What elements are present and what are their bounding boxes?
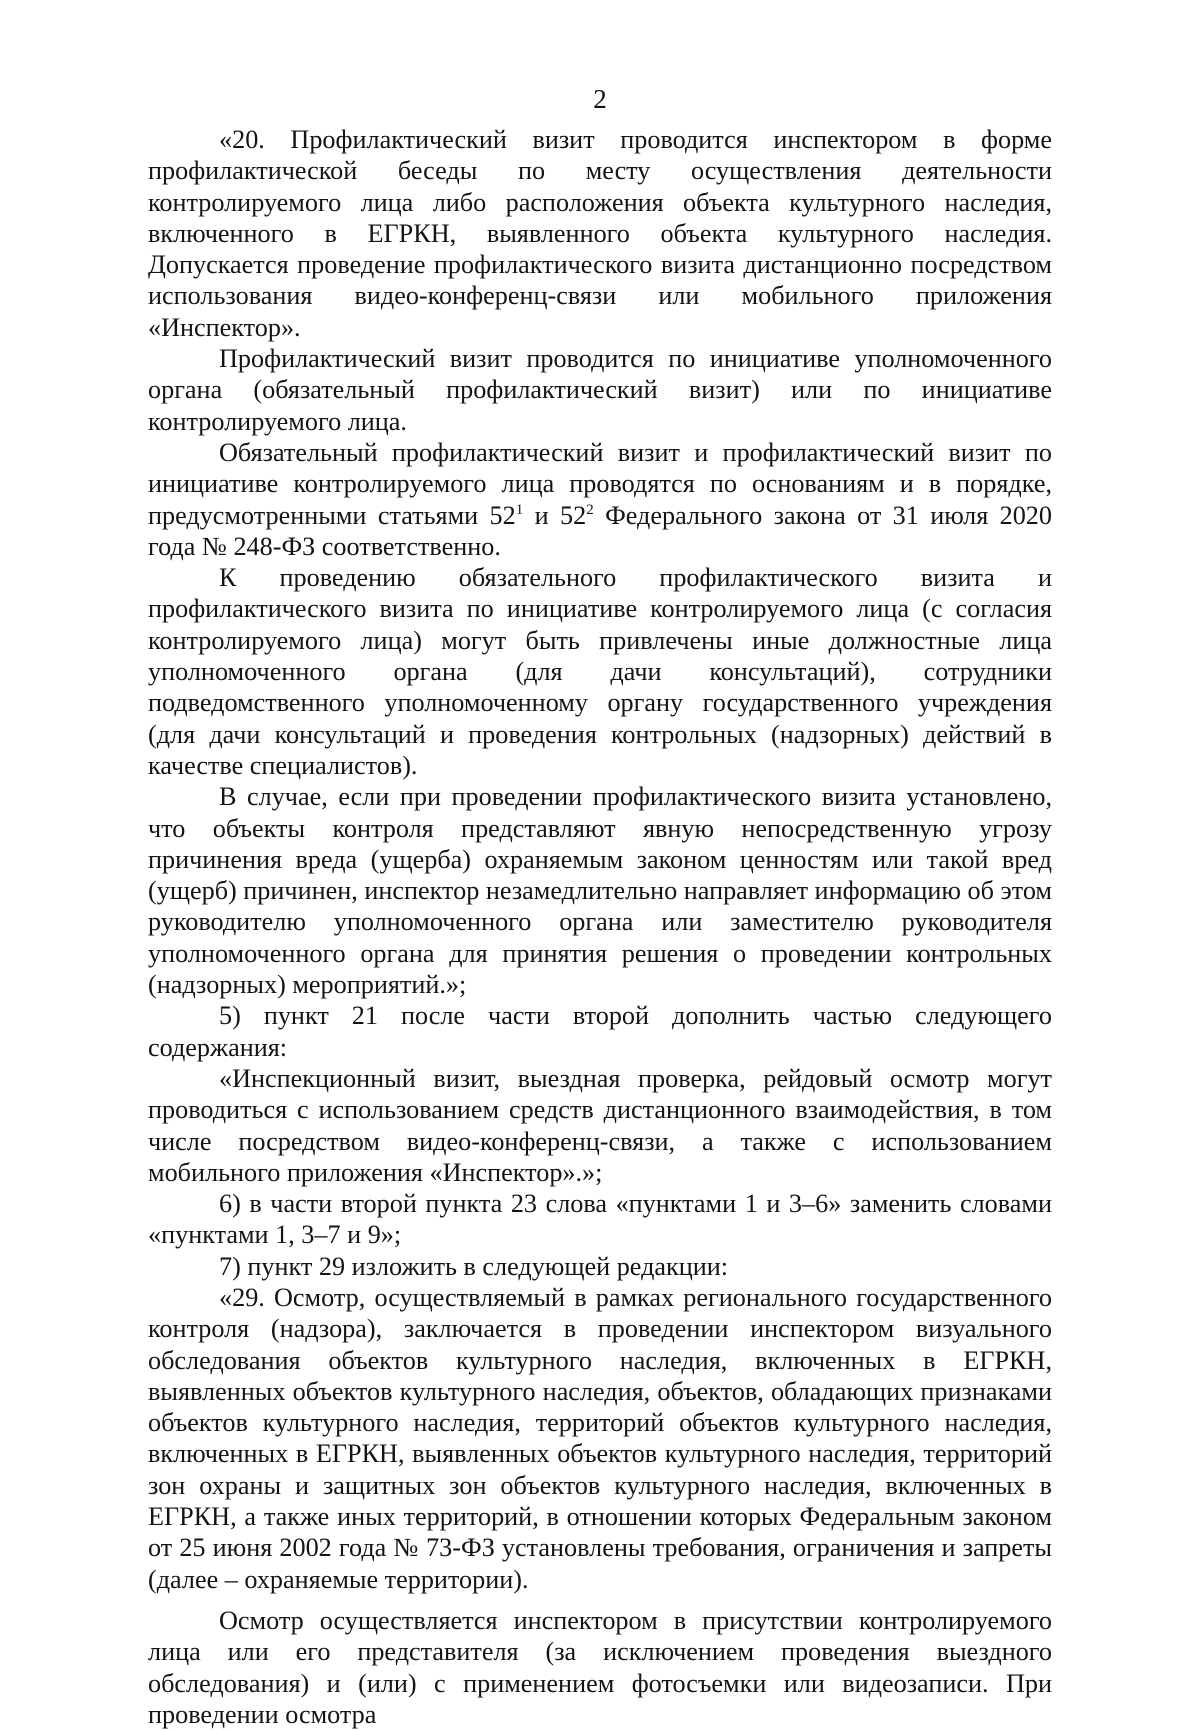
- paragraph-preventive-visit-definition: «20. Профилактический визит проводится инспектором в форме профилактической беседы по месту осуществления деятельности контролируемого лица либо расположения объекта культурного наследия, включенного в ЕГРКН, выявленного объекта культурного наследия. Допускается проведение профилактического визита дистанционно посредством использования видео-конференц-связи или мобильного приложения «Инспектор».: [148, 125, 1052, 342]
- article-superscript-2: 2: [586, 501, 594, 518]
- paragraph-item-5: 5) пункт 21 после части второй дополнить частью следующего содержания:: [148, 1001, 1052, 1062]
- document-body: [148, 124, 1052, 1730]
- paragraph-visit-initiative: Профилактический визит проводится по инициативе уполномоченного органа (обязательный профилактический визит) или по инициативе контролируемого лица.: [148, 344, 1052, 436]
- paragraph-threat-case: В случае, если при проведении профилактического визита установлено, что объекты контроля представляют явную непосредственную угрозу причинения вреда (ущерба) охраняемым законом ценностям или такой вред (ущерб) причинен, инспектор незамедлительно направляет информацию об этом руководителю уполномоченного органа или заместителю руководителя уполномоченного органа для принятия решения о проведении контрольных (надзорных) мероприятий.»;: [148, 782, 1052, 1000]
- paragraph-involved-officials: К проведению обязательного профилактического визита и профилактического визита по инициативе контролируемого лица (с согласия контролируемого лица) могут быть привлечены иные должностные лица уполномоченного органа (для дачи консультаций), сотрудники подведомственного уполномоченному органу государственного учреждения (для дачи консультаций и проведения контрольных (надзорных) действий в качестве специалистов).: [148, 563, 1052, 780]
- paragraph-visit-grounds-text-2: и 52: [523, 500, 587, 530]
- paragraph-item-7: 7) пункт 29 изложить в следующей редакции:: [219, 1251, 729, 1281]
- page-number: 2: [593, 84, 607, 114]
- paragraph-remote-interaction: «Инспекционный визит, выездная проверка, рейдовый осмотр могут проводиться с использованием средств дистанционного взаимодействия, в том числе посредством видео-конференц-связи, а также с использованием мобильного приложения «Инспектор».»;: [148, 1063, 1052, 1187]
- paragraph-visit-grounds-text-1: Обязательный профилактический визит и профилактический визит по инициативе контролируемого лица проводятся по основаниям и в порядке, предусмотренными статьями 52: [148, 437, 1052, 530]
- paragraph-inspection-procedure: Осмотр осуществляется инспектором в присутствии контролируемого лица или его представителя (за исключением проведения выездного обследования) и (или) с применением фотосъемки или видеозаписи. При проведении осмотра: [148, 1605, 1052, 1729]
- paragraph-inspection-definition: «29. Осмотр, осуществляемый в рамках регионального государственного контроля (надзора), заключается в проведении инспектором визуального обследования объектов культурного наследия, включенных в ЕГРКН, выявленных объектов культурного наследия, объектов, обладающих признаками объектов культурного наследия, территорий объектов культурного наследия, включенных в ЕГРКН, выявленных объектов культурного наследия, территорий зон охраны и защитных зон объектов культурного наследия, включенных в ЕГРКН, а также иных территорий, в отношении которых Федеральным законом от 25 июня 2002 года № 73-ФЗ установлены требования, ограничения и запреты (далее – охраняемые территории).: [148, 1282, 1052, 1594]
- paragraph-item-6: 6) в части второй пункта 23 слова «пунктами 1 и 3–6» заменить словами «пунктами 1, 3–7 и 9»;: [148, 1189, 1052, 1250]
- paragraph-visit-grounds: [148, 437, 1052, 562]
- article-superscript-1: 1: [515, 501, 524, 518]
- paragraph-visit-grounds-text-3: Федерального закона от 31 июля 2020 года № 248-ФЗ соответственно.: [148, 500, 1052, 561]
